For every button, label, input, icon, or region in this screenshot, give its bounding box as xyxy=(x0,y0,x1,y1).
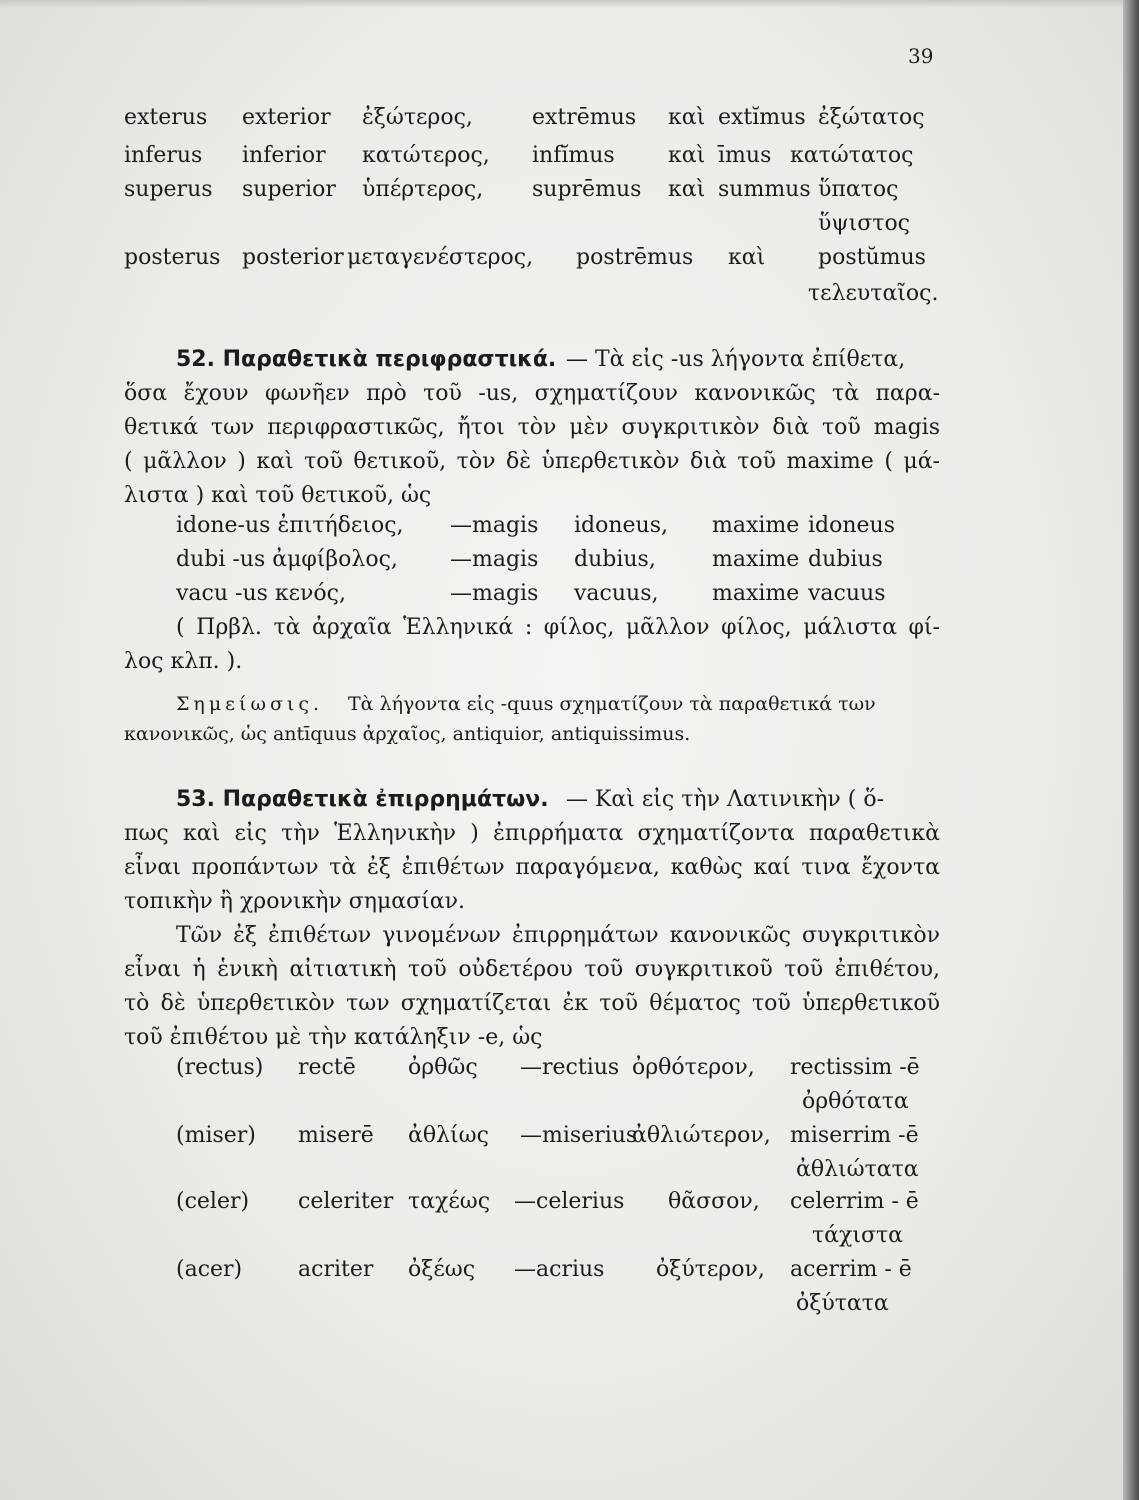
adj-row xyxy=(0,98,1139,138)
paragraph-line: ( Πρβλ. τὰ ἀρχαῖα Ἑλληνικά : φίλος, μᾶλλον φίλος, μάλιστα φί- xyxy=(176,615,940,640)
adj-superlative: suprēmus xyxy=(532,177,642,202)
adverb-greek: ὀξέως xyxy=(408,1257,476,1282)
example-magis: —magis xyxy=(450,547,539,572)
example-maxime: maxime xyxy=(712,513,800,538)
note-label: Σημείωσις. xyxy=(176,693,324,715)
adverb-greek: ὀρθῶς xyxy=(408,1055,478,1080)
adverb-greek-comp: θᾶσσον, xyxy=(668,1189,760,1214)
example-maxime: maxime xyxy=(712,547,800,572)
adverb-source: (celer) xyxy=(176,1189,250,1214)
adverb-comparative: —rectius xyxy=(520,1055,620,1080)
adj-positive: inferus xyxy=(124,143,203,168)
adverb-source: (rectus) xyxy=(176,1055,264,1080)
adverb-greek: ἀθλίως xyxy=(408,1123,489,1148)
paragraph-line: εἶναι προπάντων τὰ ἐξ ἐπιθέτων παραγόμενα, καθὼς καί τινα ἔχοντα xyxy=(124,855,940,880)
adverb-greek-sup: ὀξύτατα xyxy=(796,1291,889,1316)
example-superlative: dubius xyxy=(808,547,883,572)
adj-greek-sup-alt: ὕψιστος xyxy=(818,211,911,236)
adj-superlative-2: īmus xyxy=(718,143,772,168)
paragraph-line: λιστα ) καὶ τοῦ θετικοῦ, ὡς xyxy=(124,483,432,508)
section-53-heading: 53. Παραθετικὰ ἐπιρρημάτων. xyxy=(176,787,549,812)
adj-and: καὶ xyxy=(668,177,706,202)
adj-greek-sup: τελευταῖος. xyxy=(808,281,939,306)
adj-row xyxy=(0,274,1139,314)
adj-superlative: postrēmus xyxy=(576,245,694,270)
adj-positive: exterus xyxy=(124,105,208,130)
example-word: idone-us ἐπιτήδειος, xyxy=(176,513,404,538)
adverb-greek-comp: ἀθλιώτερον, xyxy=(632,1123,771,1148)
adverb-latin: miserē xyxy=(298,1123,374,1148)
adj-superlative: infĭmus xyxy=(532,143,615,168)
adverb-source: (acer) xyxy=(176,1257,243,1282)
adj-comparative: inferior xyxy=(242,143,326,168)
example-comparative: idoneus, xyxy=(574,513,669,538)
adj-greek-sup: κατώτατος xyxy=(790,143,914,168)
adverb-comparative: —acrius xyxy=(514,1257,605,1282)
adj-greek-comp: ἐξώτερος, xyxy=(362,105,473,130)
adj-greek-comp: μεταγενέστερος, xyxy=(347,245,534,270)
example-comparative: dubius, xyxy=(574,547,656,572)
example-superlative: vacuus xyxy=(808,581,886,606)
adverb-greek-comp: ὀξύτερον, xyxy=(656,1257,765,1282)
adj-greek-comp: κατώτερος, xyxy=(362,143,490,168)
example-superlative: idoneus xyxy=(808,513,896,538)
adj-row xyxy=(0,238,1139,278)
adj-comparative: superior xyxy=(242,177,336,202)
adj-and: καὶ xyxy=(668,105,706,130)
adverb-source: (miser) xyxy=(176,1123,256,1148)
note-text: κανονικῶς, ὡς antīquus ἀρχαῖος, antiquior, antiquissimus. xyxy=(124,723,691,745)
example-magis: —magis xyxy=(450,513,539,538)
adverb-superlative: rectissim -ē xyxy=(790,1055,920,1080)
adverb-greek-sup: ὀρθότατα xyxy=(802,1089,909,1114)
paragraph-line: θετικά των περιφραστικῶς, ἤτοι τὸν μὲν συγκριτικὸν διὰ τοῦ magis xyxy=(124,415,940,440)
adj-greek-comp: ὑπέρτερος, xyxy=(362,177,484,202)
adj-and: καὶ xyxy=(728,245,766,270)
adj-superlative-2: extĭmus xyxy=(718,105,806,130)
paragraph-line: ( μᾶλλον ) καὶ τοῦ θετικοῦ, τὸν δὲ ὑπερθετικὸν διὰ τοῦ maxime ( μά- xyxy=(124,449,940,474)
adverb-greek: ταχέως xyxy=(408,1189,491,1214)
example-word: dubi -us ἀμφίβολος, xyxy=(176,547,398,572)
paragraph-line: Τῶν ἐξ ἐπιθέτων γινομένων ἐπιρρημάτων κανονικῶς συγκριτικὸν xyxy=(176,923,940,948)
adverb-latin: celeriter xyxy=(298,1189,394,1214)
adverb-latin: rectē xyxy=(298,1055,356,1080)
adverb-superlative: miserrim -ē xyxy=(790,1123,919,1148)
adverb-superlative: celerrim - ē xyxy=(790,1189,919,1214)
paragraph-line: — Τὰ εἰς -us λήγοντα ἐπίθετα, xyxy=(566,347,906,372)
adj-comparative: exterior xyxy=(242,105,331,130)
adverb-superlative: acerrim - ē xyxy=(790,1257,912,1282)
adverb-greek-comp: ὀρθότερον, xyxy=(632,1055,755,1080)
adj-positive: posterus xyxy=(124,245,221,270)
paragraph-line: τὸ δὲ ὑπερθετικὸν των σχηματίζεται ἐκ τοῦ θέματος τοῦ ὑπερθετικοῦ xyxy=(124,991,940,1016)
paragraph-line: τοπικὴν ἢ χρονικὴν σημασίαν. xyxy=(124,889,465,914)
adj-greek-sup: ἐξώτατος xyxy=(818,105,925,130)
example-word: vacu -us κενός, xyxy=(176,581,346,606)
paragraph-line: — Καὶ εἰς τὴν Λατινικὴν ( ὅ- xyxy=(566,787,885,812)
paragraph-line: ὅσα ἔχουν φωνῆεν πρὸ τοῦ -us, σχηματίζουν κανονικῶς τὰ παρα- xyxy=(124,381,940,406)
adj-superlative-2: summus xyxy=(718,177,811,202)
paragraph-line: λος κλπ. ). xyxy=(124,649,243,674)
adverb-greek-sup: τάχιστα xyxy=(812,1223,904,1248)
paragraph-line: τοῦ ἐπιθέτου μὲ τὴν κατάληξιν -e, ὡς xyxy=(124,1025,543,1050)
adverb-comparative: —celerius xyxy=(514,1189,625,1214)
adverb-comparative: —miserius xyxy=(520,1123,638,1148)
page-number: 39 xyxy=(908,44,934,68)
adverb-greek-sup: ἀθλιώτατα xyxy=(796,1157,919,1182)
example-comparative: vacuus, xyxy=(574,581,659,606)
page-top-shadow xyxy=(0,0,1139,8)
adj-comparative: posterior xyxy=(242,245,344,270)
adj-superlative: extrēmus xyxy=(532,105,637,130)
note-text: Τὰ λήγοντα εἰς -quus σχηματίζουν τὰ παραθετικά των xyxy=(348,693,876,715)
adj-positive: superus xyxy=(124,177,213,202)
adj-greek-sup: ὕπατος xyxy=(818,177,899,202)
adj-superlative-2: postŭmus xyxy=(818,245,926,270)
example-maxime: maxime xyxy=(712,581,800,606)
paragraph-line: πως καὶ εἰς τὴν Ἑλληνικὴν ) ἐπιρρήματα σχηματίζοντα παραθετικὰ xyxy=(124,821,940,846)
adj-and: καὶ xyxy=(668,143,706,168)
section-52-heading: 52. Παραθετικὰ περιφραστικά. xyxy=(176,347,557,372)
adverb-row-greek xyxy=(0,1284,1139,1324)
example-magis: —magis xyxy=(450,581,539,606)
paragraph-line: εἶναι ἡ ἑνικὴ αἰτιατικὴ τοῦ οὐδετέρου τοῦ συγκριτικοῦ τοῦ ἐπιθέτου, xyxy=(124,957,940,982)
adverb-latin: acriter xyxy=(298,1257,374,1282)
